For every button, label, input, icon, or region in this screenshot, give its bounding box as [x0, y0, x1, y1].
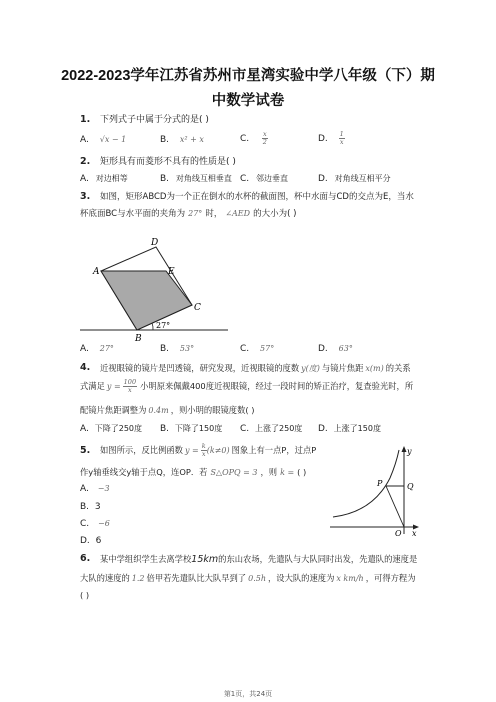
- option-label: C.: [80, 519, 90, 529]
- q1-option-d: [318, 131, 345, 146]
- math: (k≠0): [206, 446, 230, 455]
- fraction-numerator: x: [263, 130, 267, 138]
- label-c: C: [194, 303, 201, 313]
- q2-number: 2.: [80, 156, 91, 167]
- q5-option-a: [80, 484, 110, 494]
- option-label: B.: [160, 135, 170, 145]
- fraction-denominator: x: [339, 138, 344, 146]
- option-label: C.: [240, 174, 250, 184]
- label-e: E: [168, 267, 175, 277]
- option-text: 下降了150度: [174, 424, 223, 433]
- fraction-numerator: 1: [339, 130, 344, 138]
- text: 的大小为( ): [253, 209, 297, 219]
- q6-line3: ( ): [80, 590, 90, 600]
- math: y =: [184, 446, 199, 455]
- option-text: 3: [94, 502, 101, 512]
- text: 倍甲若先遣队比大队早到了: [146, 573, 247, 583]
- text: ，设大队的速度为: [267, 573, 335, 583]
- text: 作y轴垂线交y轴于点Q，连OP．若: [80, 467, 208, 477]
- math: y(度): [301, 364, 320, 373]
- option-text: 对角线互相平分: [334, 174, 391, 183]
- text: 与镜片焦距: [321, 363, 364, 373]
- math: y =: [106, 382, 121, 391]
- option-label: D.: [318, 134, 328, 144]
- text: 时，: [205, 209, 223, 219]
- q5-number: 5.: [80, 445, 91, 456]
- y-axis-arrow: [402, 446, 407, 452]
- text: 图象上有一点P，过点P: [231, 445, 317, 455]
- option-label: A.: [80, 135, 89, 145]
- label-p: P: [377, 479, 383, 488]
- angle-arc: [152, 323, 153, 330]
- q5-figure-hyperbola: [328, 444, 420, 542]
- q6-number: 6.: [80, 553, 91, 564]
- text: ，则小明的眼镜度数( ): [170, 405, 255, 415]
- option-text: 上涨了250度: [255, 424, 303, 433]
- fraction: [339, 131, 345, 146]
- label-a: A: [93, 267, 100, 277]
- option-math: −3: [97, 484, 110, 493]
- label-d: D: [151, 238, 159, 248]
- q1-option-a: [80, 135, 126, 145]
- fraction-numerator: k: [201, 442, 206, 450]
- math: 27°: [188, 209, 203, 218]
- fraction: [201, 443, 207, 458]
- option-label: C.: [240, 424, 250, 434]
- option-label: A.: [80, 484, 89, 494]
- option-label: D.: [318, 424, 328, 434]
- option-math: √x − 1: [99, 135, 127, 144]
- fraction: [123, 379, 137, 394]
- q1-option-c: [240, 131, 268, 146]
- text: 某中学组织学生去离学校: [100, 554, 192, 564]
- q3-line1: 如图，矩形ABCD为一个正在倒水的水杯的截面图，杯中水面与CD的交点为E，当水: [100, 192, 414, 202]
- q4-line3: [80, 404, 255, 417]
- math: 0.5h: [248, 574, 266, 583]
- q3-option-b: [160, 344, 194, 354]
- q5-option-b: [80, 502, 101, 512]
- text: ，则: [260, 467, 278, 477]
- option-label: C.: [240, 134, 250, 144]
- text: ( ): [297, 467, 307, 477]
- math: 1.2: [131, 574, 145, 583]
- q5-line1: [100, 440, 316, 461]
- q2-option-c: [240, 173, 288, 184]
- option-text: 下降了250度: [94, 424, 143, 433]
- text: ，可得方程为: [365, 573, 416, 583]
- math: k =: [280, 468, 295, 477]
- text: 大队的速度的: [80, 573, 130, 583]
- math: x(m): [365, 364, 384, 373]
- q5-option-d: [80, 536, 101, 546]
- text: 式满足: [80, 381, 105, 391]
- label-angle: 27°: [156, 321, 171, 330]
- fraction-denominator: 2: [262, 138, 267, 146]
- q4-option-b: [160, 423, 222, 434]
- option-math: 63°: [338, 344, 353, 353]
- option-text: 对角线互相垂直: [175, 174, 232, 183]
- fraction-denominator: x: [201, 450, 206, 458]
- option-text: 6: [95, 536, 102, 546]
- q6-line2: [80, 572, 416, 585]
- option-math: 27°: [99, 344, 114, 353]
- label-o: O: [395, 529, 402, 538]
- option-label: B.: [160, 424, 170, 434]
- q1-stem: 下列式子中属于分式的是( ): [100, 115, 209, 125]
- option-label: D.: [318, 344, 328, 354]
- q4-option-c: [240, 423, 302, 434]
- option-label: B.: [160, 344, 170, 354]
- label-q: Q: [407, 482, 414, 491]
- q4-line2: [80, 376, 413, 397]
- math: x km/h: [336, 574, 364, 583]
- water-region: [101, 271, 192, 330]
- math: 0.4m: [148, 406, 169, 415]
- q4-option-d: [318, 423, 381, 434]
- q5-line2: [80, 466, 306, 479]
- option-text: 上涨了150度: [333, 424, 381, 433]
- text: 的东山农场，先遣队与大队同时出发，先遣队的速度是: [218, 554, 418, 564]
- label-y: y: [407, 447, 412, 456]
- q2-option-a: [80, 173, 128, 184]
- text: 小明原来佩戴400度近视眼镜，经过一段时间的矫正治疗，复查验光时，所: [140, 381, 414, 391]
- q1-option-b: [160, 135, 204, 145]
- distance-value: 15km: [191, 554, 219, 565]
- q3-option-d: [318, 344, 353, 354]
- option-label: B.: [80, 502, 90, 512]
- option-label: A.: [80, 424, 89, 434]
- q2-stem: 矩形具有而菱形不具有的性质是( ): [100, 157, 236, 167]
- q4-option-a: [80, 423, 142, 434]
- text: 近视眼镜的镜片是凹透镜，研究发现，近视眼镜的度数: [100, 363, 300, 373]
- q3-option-c: [240, 344, 274, 354]
- option-text: 邻边垂直: [256, 174, 289, 183]
- q3-figure-tilted-rectangle: [80, 232, 230, 344]
- option-label: D.: [80, 536, 90, 546]
- q2-option-b: [160, 173, 232, 184]
- q3-number: 3.: [80, 191, 91, 202]
- q5-option-c: [80, 519, 110, 529]
- math: ∠AED: [225, 209, 251, 218]
- option-math: 53°: [179, 344, 195, 353]
- page-footer: 第1页，共24页: [223, 690, 273, 698]
- page-title-line1: 2022-2023学年江苏省苏州市星湾实验中学八年级（下）期: [61, 68, 435, 84]
- q3-option-a: [80, 344, 114, 354]
- label-x: x: [412, 529, 417, 538]
- q4-line1: [100, 362, 411, 375]
- option-label: C.: [240, 344, 250, 354]
- math: S△OPQ = 3: [210, 468, 258, 477]
- q1-number: 1.: [80, 114, 91, 125]
- hyperbola-curve: [333, 450, 399, 517]
- fraction-numerator: 100: [123, 378, 137, 386]
- q3-line2: [80, 208, 296, 220]
- q6-line1: [100, 553, 417, 566]
- text: 的关系: [385, 363, 411, 373]
- segment-op: [386, 486, 404, 527]
- q4-number: 4.: [80, 362, 91, 373]
- option-math: 57°: [260, 344, 275, 353]
- option-math: x² + x: [179, 135, 204, 144]
- option-text: 对边相等: [95, 174, 128, 183]
- text: 如图所示，反比例函数: [100, 445, 183, 455]
- option-label: A.: [80, 174, 89, 184]
- option-label: A.: [80, 344, 89, 354]
- text: 配镜片焦距调整为: [80, 405, 147, 415]
- option-label: D.: [318, 174, 328, 184]
- q2-option-d: [318, 173, 391, 184]
- fraction: [262, 131, 268, 146]
- text: 杯底面BC与水平面的夹角为: [80, 209, 186, 219]
- page-title-line2: 中数学试卷: [211, 93, 285, 109]
- fraction-denominator: x: [128, 386, 132, 394]
- option-label: B.: [160, 174, 170, 184]
- option-math: −6: [98, 519, 110, 528]
- label-b: B: [135, 334, 142, 344]
